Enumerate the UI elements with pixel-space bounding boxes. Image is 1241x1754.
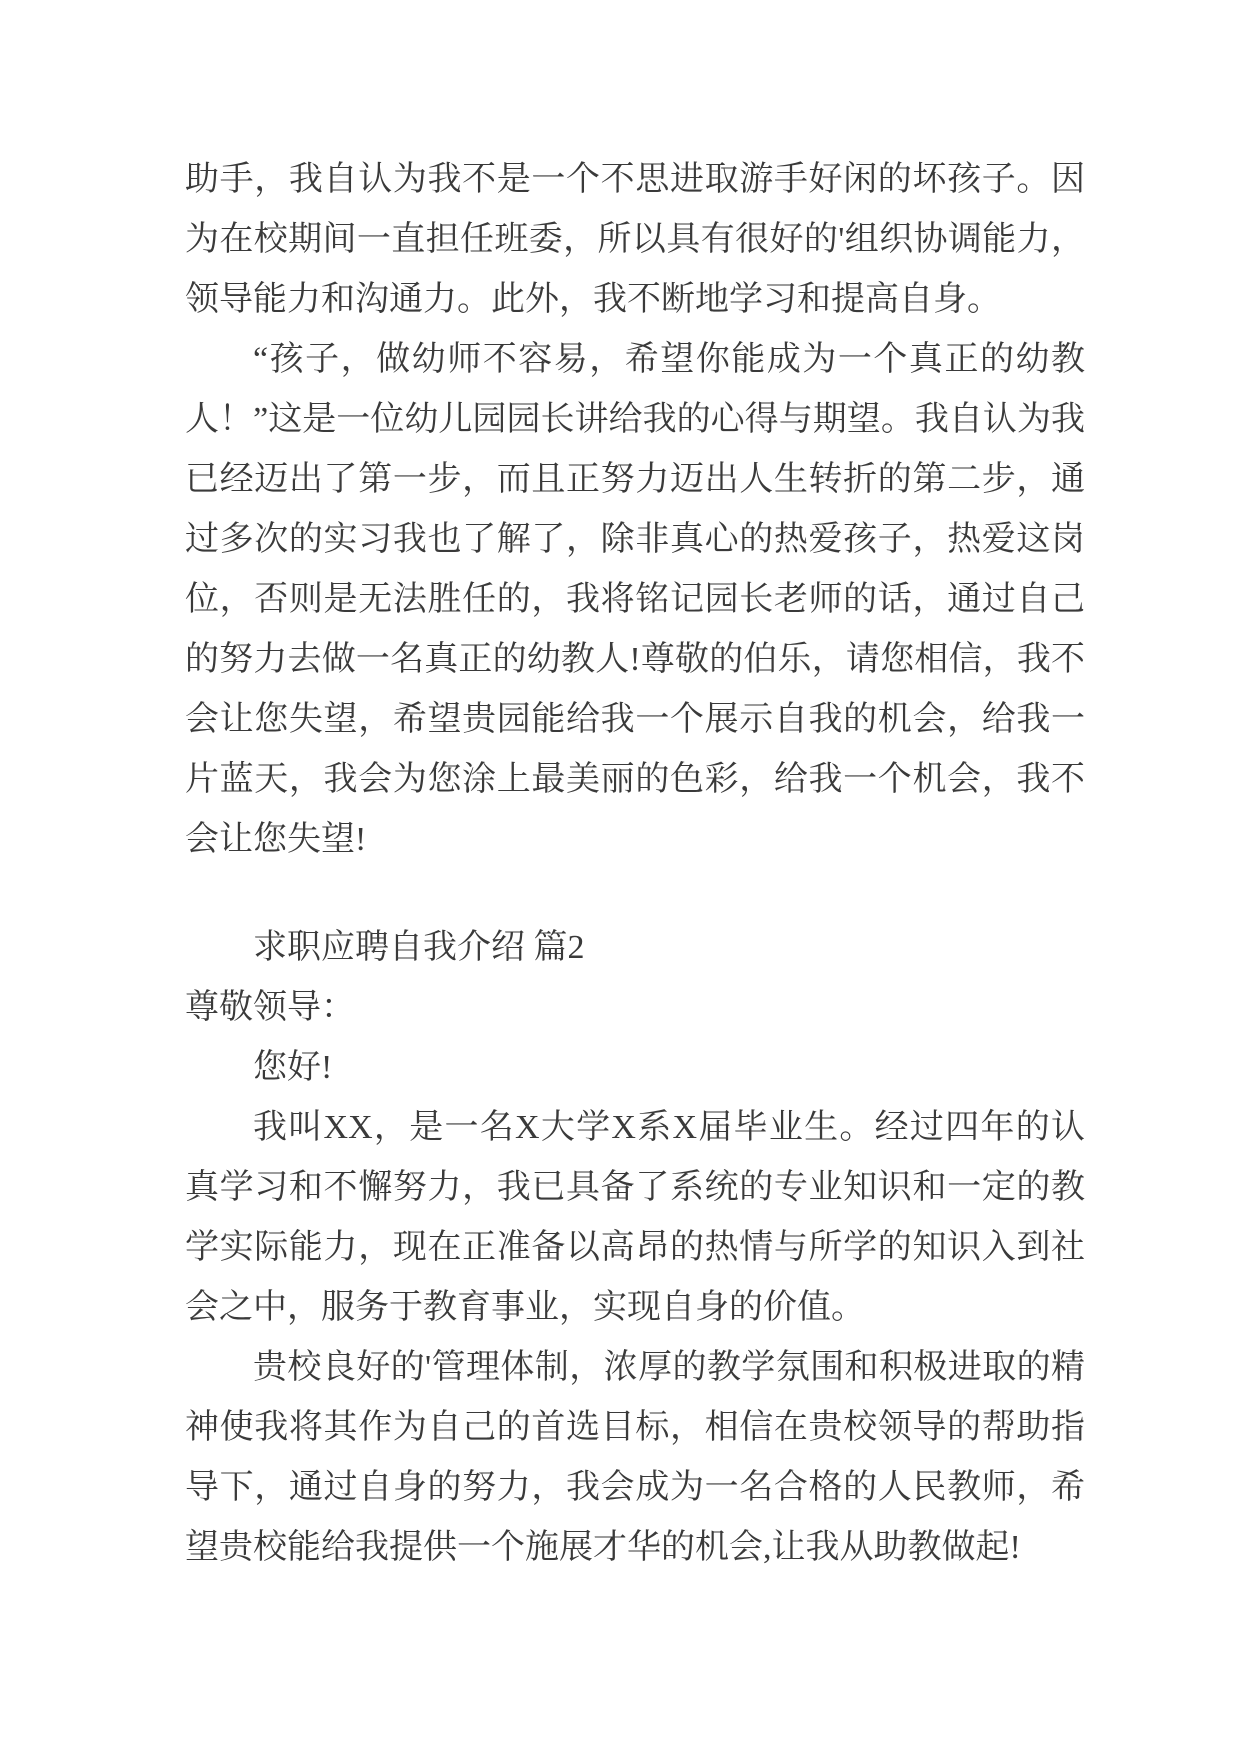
paragraph-kindergarten: “孩子，做幼师不容易，希望你能成为一个真正的幼教人！”这是一位幼儿园园长讲给我的心得与期望。我自认为我已经迈出了第一步，而且正努力迈出人生转折的第二步，通过多次的实习我也了解了，除非真心的热爱孩子，热爱这岗位，否则是无法胜任的，我将铭记园长老师的话，通过自己的努力去做一名真正的幼教人!尊敬的伯乐，请您相信，我不会让您失望，希望贵园能给我一个展示自我的机会，给我一片蓝天，我会为您涂上最美丽的色彩，给我一个机会，我不会让您失望! <box>185 341 1085 858</box>
continued-paragraph: 助手，我自认为我不是一个不思进取游手好闲的坏孩子。因为在校期间一直担任班委，所以具有很好的'组织协调能力，领导能力和沟通力。此外，我不断地学习和提高自身。 <box>185 161 1085 318</box>
document-body <box>185 150 1085 1578</box>
section-heading-part2: 求职应聘自我介绍 篇2 <box>253 929 585 966</box>
greeting-line: 您好! <box>253 1049 333 1086</box>
closing-paragraph: 贵校良好的'管理体制，浓厚的教学氛围和积极进取的精神使我将其作为自己的首选目标，相信在贵校领导的帮助指导下，通过自身的努力，我会成为一名合格的人民教师，希望贵校能给我提供一个施展才华的机会,让我从助教做起! <box>185 1349 1085 1566</box>
salutation-line: 尊敬领导： <box>185 989 355 1026</box>
self-intro-paragraph: 我叫XX，是一名X大学X系X届毕业生。经过四年的认真学习和不懈努力，我已具备了系统的专业知识和一定的教学实际能力，现在正准备以高昂的热情与所学的知识入到社会之中，服务于教育事业，实现自身的价值。 <box>185 1109 1085 1326</box>
